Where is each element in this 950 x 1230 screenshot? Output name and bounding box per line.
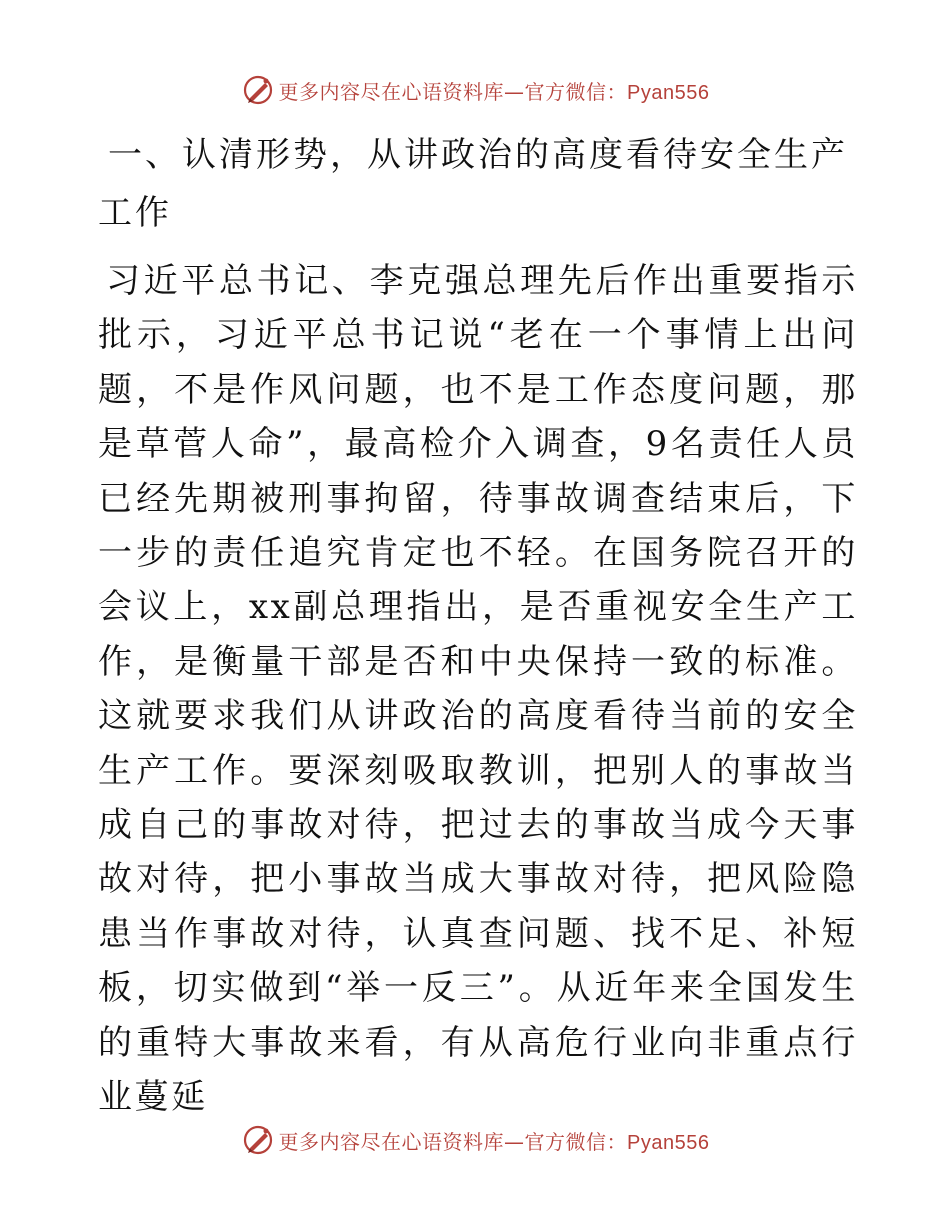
watermark-text [279, 1126, 710, 1155]
pen-logo-icon [241, 73, 275, 107]
body-paragraph: 习近平总书记、李克强总理先后作出重要指示批示，习近平总书记说“老在一个事情上出问题，不是作风问题，也不是工作态度问题，那是草菅人命”，最高检介入调查，9名责任人员已经先期被刑事拘留，待事故调查结束后，下一步的责任追究肯定也不轻。在国务院召开的会议上，xx副总理指出，是否重视安全生产工作，是衡量干部是否和中央保持一致的标准。这就要求我们从讲政治的高度看待当前的安全生产工作。要深刻吸取教训，把别人的事故当成自己的事故对待，把过去的事故当成今天事故对待，把小事故当成大事故对待，把风险隐患当作事故对待，认真查问题、找不足、补短板，切实做到“举一反三”。从近年来全国发生的重特大事故来看，有从高危行业向非重点行业蔓延 [98, 261, 858, 1118]
document-body [98, 126, 858, 1125]
wechat-id: Pyan556 [627, 81, 710, 104]
pen-logo-icon [241, 1123, 275, 1157]
header-watermark [0, 70, 950, 110]
wechat-id: Pyan556 [627, 1131, 710, 1154]
section-heading: 一、认清形势，从讲政治的高度看待安全生产工作 [98, 135, 848, 233]
footer-watermark [0, 1120, 950, 1160]
watermark-text [279, 76, 710, 105]
watermark-label: 更多内容尽在心语资料库—官方微信： [278, 79, 628, 104]
watermark-label: 更多内容尽在心语资料库—官方微信： [278, 1129, 628, 1154]
